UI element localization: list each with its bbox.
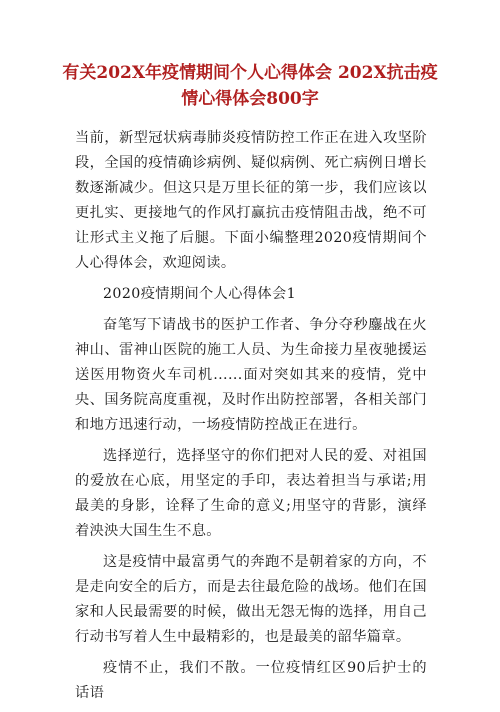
body-paragraph-4: 疫情不止，我们不散。一位疫情红区90后护士的话语: [75, 660, 427, 701]
body-paragraph-1: 奋笔写下请战书的医护工作者、争分夺秒鏖战在火神山、雷神山医院的施工人员、为生命接力星夜驰援运送医用物资火车司机......面对突如其来的疫情，党中央、国务院高度重视，及时作出防控部署，各相关部门和地方迅速行动，一场疫情防控战正在进行。: [75, 317, 427, 433]
intro-paragraph: 当前，新型冠状病毒肺炎疫情防控工作正在进入攻坚阶段，全国的疫情确诊病例、疑似病例、死亡病例日增长数逐渐减少。但这只是万里长征的第一步，我们应该以更扎实、更接地气的作风打赢抗击疫情阻击战，绝不可让形式主义拖了后腿。下面小编整理2020疫情期间个人心得体会，欢迎阅读。: [75, 130, 427, 271]
document-body: [75, 126, 427, 712]
body-paragraph-2: 选择逆行，选择坚守的你们把对人民的爱、对祖国的爱放在心底，用坚定的手印，表达着担当与承诺;用最美的身影，诠释了生命的意义;用坚守的背影，演绎着泱泱大国生生不息。: [75, 448, 427, 539]
body-paragraph-3: 这是疫情中最富勇气的奔跑不是朝着家的方向，不是走向安全的后方，而是去往最危险的战场。他们在国家和人民最需要的时候，做出无怨无悔的选择，用自己行动书写着人生中最精彩的，也是最美的韶华篇章。: [75, 554, 427, 645]
document-title: 有关202X年疫情期间个人心得体会 202X抗击疫情心得体会800字: [62, 63, 438, 109]
section-subheading: 2020疫情期间个人心得体会1: [103, 286, 297, 302]
